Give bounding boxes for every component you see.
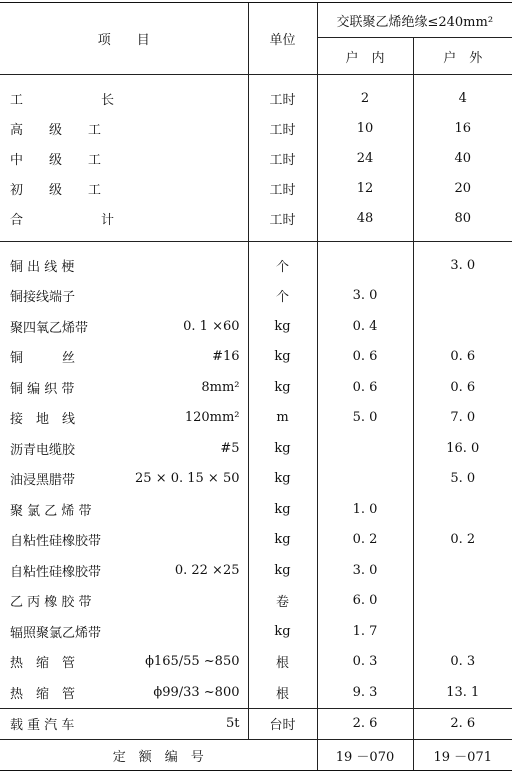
labor-row-name: 合 计 [10,212,115,228]
material-row [0,525,512,556]
labor-row-unit: 工时 [248,113,317,143]
material-row-name: 自粘性硅橡胶带 [10,534,102,550]
material-row-outdoor [413,616,512,647]
header-outdoor: 户 外 [413,38,512,75]
material-row-name: 聚四氧乙烯带 [10,320,89,336]
material-row-name: 沥青电缆胶 [10,442,76,458]
material-row-outdoor [413,555,512,586]
header-indoor: 户 内 [317,38,413,75]
footer-indoor: 19 －070 [317,740,413,771]
labor-row-name: 工 长 [10,92,115,108]
material-row-outdoor [413,281,512,312]
material-row-outdoor [413,586,512,617]
header-unit: 单位 [248,3,317,75]
material-row-spec: 25 × 0. 15 × 50 [135,471,240,487]
material-row-unit: kg [248,342,317,373]
material-row-unit: kg [248,525,317,556]
labor-row-unit: 工时 [248,83,317,113]
material-row [0,403,512,434]
material-row [0,677,512,708]
material-row-spec: 8mm² [201,379,240,395]
material-row-indoor: 0. 6 [317,342,413,373]
material-row-name: 铜 编 织 带 [10,381,75,397]
material-row-indoor: 3. 0 [317,281,413,312]
material-row-outdoor: 7. 0 [413,403,512,434]
header-group: 交联聚乙烯绝缘≤240mm² [317,3,512,38]
machinery-row [0,708,512,740]
material-row [0,250,512,281]
material-row-indoor: 3. 0 [317,555,413,586]
material-row-outdoor: 0. 6 [413,372,512,403]
labor-row [0,83,512,113]
material-row-name: 自粘性硅橡胶带 [10,564,102,580]
machinery-spec: 5t [226,716,240,732]
labor-row-indoor: 10 [317,113,413,143]
materials-section [0,250,512,708]
labor-row [0,173,512,203]
material-row-unit: m [248,403,317,434]
material-row-outdoor: 16. 0 [413,433,512,464]
footer-row [0,740,512,771]
material-row-spec: 0. 22 ×25 [174,562,240,578]
labor-row-indoor: 48 [317,203,413,233]
material-row-unit: kg [248,311,317,342]
labor-row-indoor: 12 [317,173,413,203]
labor-row-outdoor: 4 [413,83,512,113]
material-row-indoor: 0. 6 [317,372,413,403]
material-row-spec: 0. 1 ×60 [183,318,240,334]
material-row-outdoor: 3. 0 [413,250,512,281]
material-row-unit: kg [248,464,317,495]
labor-row-unit: 工时 [248,173,317,203]
material-row-indoor [317,433,413,464]
material-row-outdoor: 0. 2 [413,525,512,556]
material-row-unit: 个 [248,281,317,312]
labor-row [0,143,512,173]
material-row [0,555,512,586]
labor-row-name: 中 级 工 [10,152,102,168]
material-row-indoor: 9. 3 [317,677,413,708]
footer-label: 定 额 编 号 [0,740,317,771]
material-row-indoor: 0. 4 [317,311,413,342]
labor-section [0,83,512,233]
machinery-indoor: 2. 6 [317,708,413,740]
material-row [0,464,512,495]
material-row-outdoor: 5. 0 [413,464,512,495]
material-row-name: 铜 出 线 梗 [10,259,75,275]
labor-row-indoor: 24 [317,143,413,173]
material-row [0,372,512,403]
material-row-unit: kg [248,372,317,403]
labor-row-name: 高 级 工 [10,122,102,138]
material-row-name: 油浸黑腊带 [10,473,76,489]
material-row-outdoor: 0. 3 [413,647,512,678]
material-row-name: 辐照聚氯乙烯带 [10,625,102,641]
material-row-spec: 120mm² [184,410,240,426]
material-row-name: 铜接线端子 [10,290,76,306]
machinery-name: 载 重 汽 车 [10,718,75,734]
labor-row-outdoor: 40 [413,143,512,173]
material-row-outdoor [413,311,512,342]
material-row [0,586,512,617]
labor-row-name: 初 级 工 [10,182,102,198]
footer-outdoor: 19 －071 [413,740,512,771]
material-row-name: 热 缩 管 [10,656,76,672]
material-row-indoor [317,464,413,495]
labor-row-outdoor: 20 [413,173,512,203]
material-row-spec: ϕ165/55 ~850 [145,654,240,670]
material-row-name: 热 缩 管 [10,686,76,702]
labor-row-outdoor: 80 [413,203,512,233]
material-row [0,311,512,342]
labor-row-unit: 工时 [248,143,317,173]
material-row-indoor: 0. 2 [317,525,413,556]
labor-row-unit: 工时 [248,203,317,233]
material-row [0,342,512,373]
material-row-unit: kg [248,555,317,586]
material-row-outdoor: 0. 6 [413,342,512,373]
material-row-spec: ϕ99/33 ~800 [153,684,240,700]
material-row-unit: 卷 [248,586,317,617]
material-row-indoor: 1. 7 [317,616,413,647]
material-row-outdoor [413,494,512,525]
material-row [0,647,512,678]
material-row-name: 乙 丙 橡 胶 带 [10,595,92,611]
material-row [0,494,512,525]
labor-row [0,203,512,233]
material-row-unit: kg [248,494,317,525]
material-row-unit: 根 [248,677,317,708]
labor-row-indoor: 2 [317,83,413,113]
material-row-unit: 根 [248,647,317,678]
material-row-name: 聚 氯 乙 烯 带 [10,503,92,519]
quota-table [0,2,512,771]
machinery-unit: 台时 [248,708,317,740]
material-row-indoor: 6. 0 [317,586,413,617]
material-row-indoor: 1. 0 [317,494,413,525]
material-row-indoor: 0. 3 [317,647,413,678]
material-row-spec: #16 [212,349,240,365]
material-row [0,281,512,312]
material-row-name: 铜 丝 [10,351,76,367]
material-row-spec: #5 [220,440,240,456]
material-row [0,616,512,647]
header-item: 项 目 [0,3,248,75]
material-row-unit: 个 [248,250,317,281]
material-row-unit: kg [248,433,317,464]
labor-row-outdoor: 16 [413,113,512,143]
material-row-name: 接 地 线 [10,412,76,428]
material-row-indoor [317,250,413,281]
machinery-outdoor: 2. 6 [413,708,512,740]
material-row [0,433,512,464]
material-row-unit: kg [248,616,317,647]
material-row-outdoor: 13. 1 [413,677,512,708]
material-row-indoor: 5. 0 [317,403,413,434]
labor-row [0,113,512,143]
